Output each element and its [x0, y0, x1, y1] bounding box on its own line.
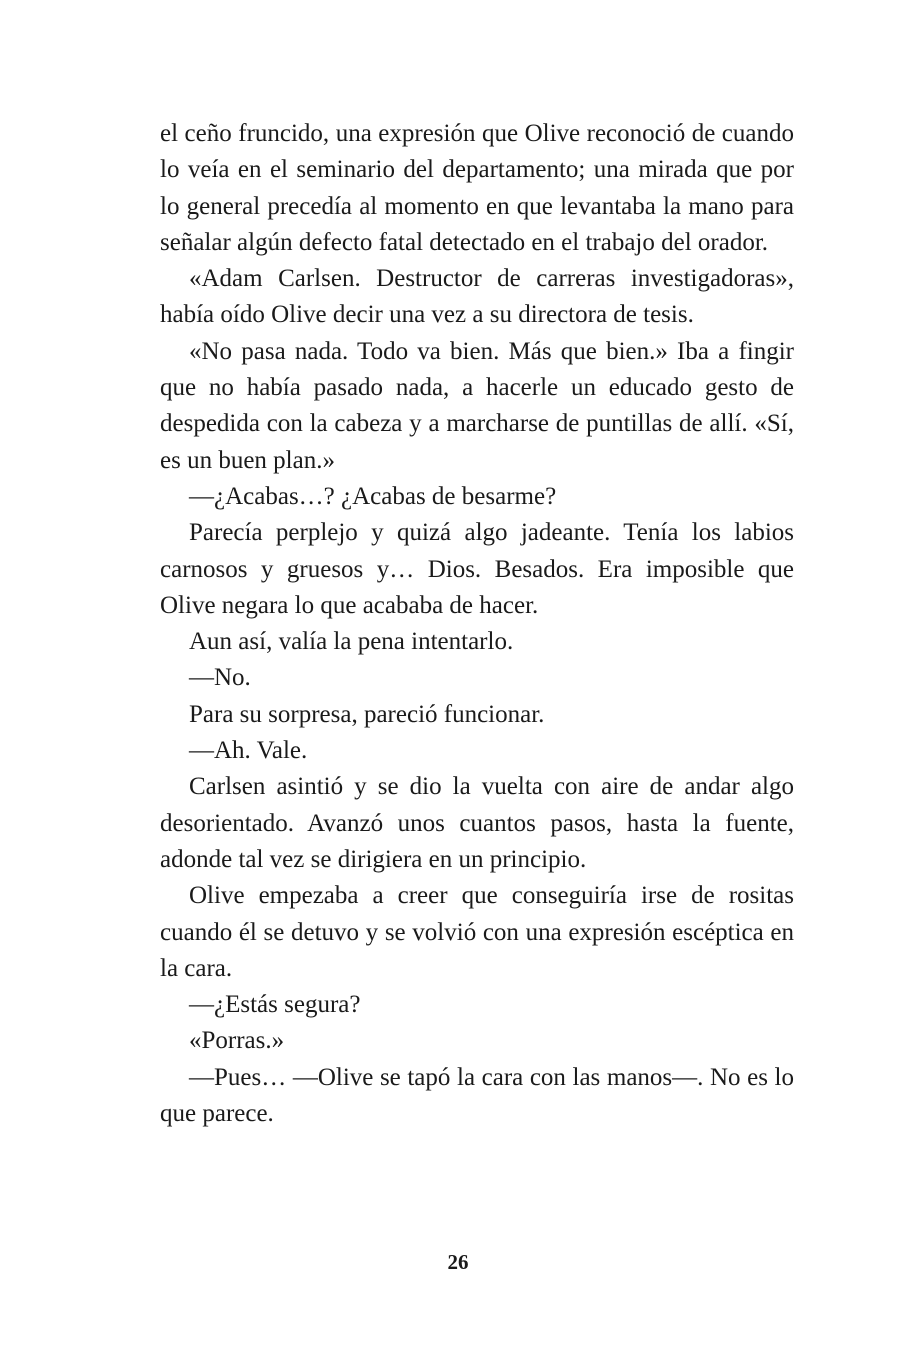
paragraph: Carlsen asintió y se dio la vuelta con aire de andar algo desorientado. Avanzó unos cuantos pasos, hasta la fuente, adonde tal vez se dirigiera en un principio.: [160, 773, 794, 873]
paragraph: —¿Estás segura?: [189, 991, 361, 1019]
paragraph: Parecía perplejo y quizá algo jadeante. Tenía los labios carnosos y gruesos y… Dios. Besados. Era imposible que Olive negara lo que acababa de hacer.: [160, 519, 794, 619]
paragraph: —Ah. Vale.: [189, 737, 308, 765]
paragraph: Aun así, valía la pena intentarlo.: [189, 628, 514, 656]
paragraph: «Adam Carlsen. Destructor de carreras investigadoras», había oído Olive decir una vez a su directora de tesis.: [160, 265, 794, 329]
page-number: 26: [447, 1250, 469, 1274]
paragraph: —Pues… —Olive se tapó la cara con las manos—. No es lo que parece.: [160, 1063, 794, 1128]
paragraph: «Porras.»: [189, 1027, 285, 1055]
paragraph: Para su sorpresa, pareció funcionar.: [189, 700, 545, 728]
paragraph: Olive empezaba a creer que conseguiría irse de rositas cuando él se detuvo y se volvió con una expresión escéptica en la cara.: [160, 882, 794, 982]
paragraph: —¿Acabas…? ¿Acabas de besarme?: [189, 482, 557, 510]
paragraph: «No pasa nada. Todo va bien. Más que bien.» Iba a fingir que no había pasado nada, a hacerle un educado gesto de despedida con la cabeza y a marcharse de puntillas de allí. «Sí, es un buen plan.»: [160, 337, 794, 474]
paragraph: —No.: [189, 664, 251, 692]
body-text: [160, 116, 794, 1132]
paragraph: el ceño fruncido, una expresión que Olive reconoció de cuando lo veía en el seminario del departamento; una mirada que por lo general precedía al momento en que levantaba la mano para señalar algún defecto fatal detectado en el trabajo del orador.: [160, 120, 794, 256]
